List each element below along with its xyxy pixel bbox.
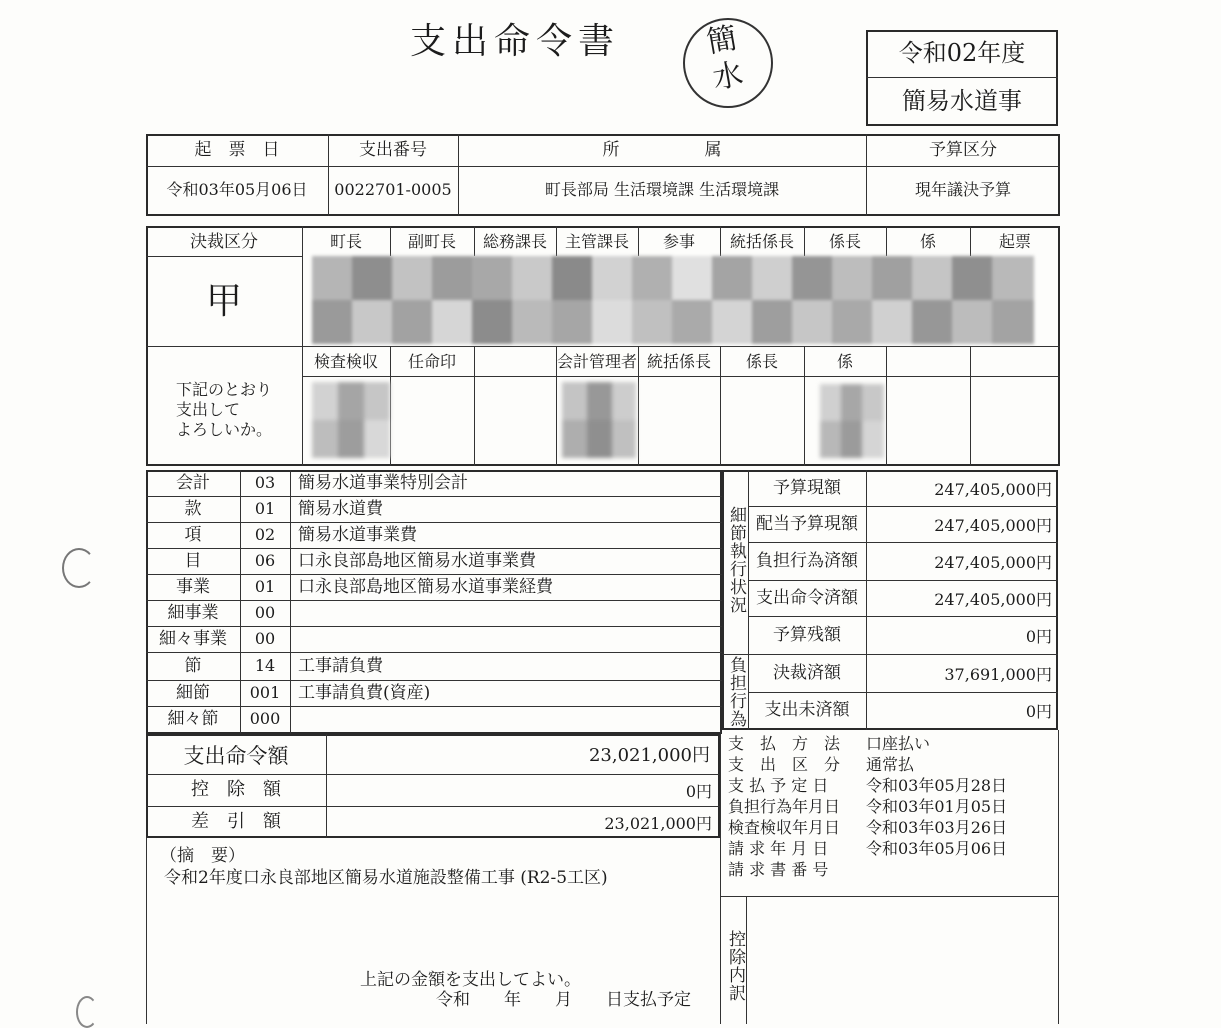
net-amount-value: 23,021,000円 <box>604 814 712 833</box>
kihyo-bi-value: 令和03年05月06日 <box>166 180 308 199</box>
payment-label-inspection-date: 検査検収年月日 <box>728 818 841 837</box>
order-amount-label: 支出命令額 <box>183 744 289 768</box>
account-label-kan: 款 <box>184 499 202 519</box>
account-code-kou: 02 <box>254 525 276 544</box>
deduction-label: 控 除 額 <box>191 779 281 800</box>
business-type: 簡易水道事 <box>902 87 1022 115</box>
payment-label-scheduled: 支 払 予 定 日 <box>728 776 829 795</box>
account-name-setsu: 工事請負費 <box>298 656 383 676</box>
status-value-order-done: 247,405,000円 <box>934 590 1052 609</box>
role-clerk: 係 <box>919 232 936 251</box>
role-inspection: 検査検収 <box>313 352 378 371</box>
account-name-kou: 簡易水道事業費 <box>298 525 417 545</box>
role-chief-clerk: 係長 <box>828 232 861 251</box>
payment-label-burden-date: 負担行為年月日 <box>728 797 841 816</box>
role-appointment-seal: 任命印 <box>407 352 456 371</box>
status-label-remaining: 予算残額 <box>773 625 841 645</box>
kihyo-bi-label: 起 票 日 <box>194 140 280 160</box>
punch-hole-mark-2 <box>76 996 98 1028</box>
status-label-allocated: 配当予算現額 <box>756 514 858 534</box>
yosan-kubun-label: 予算区分 <box>929 140 997 160</box>
fiscal-year: 令和02年度 <box>898 39 1026 67</box>
deduction-detail-label: 控除内訳 <box>725 930 745 1002</box>
shishutsu-bango-value: 0022701-0005 <box>334 180 452 199</box>
account-label-saisai-jigyo: 細々事業 <box>159 629 227 649</box>
role-general-supervisor-2: 統括係長 <box>646 352 711 371</box>
account-label-moku: 目 <box>184 551 202 571</box>
approval-note-line1: 上記の金額を支出してよい。 <box>360 970 581 990</box>
page-title: 支出命令書 <box>410 21 621 62</box>
status-label-unpaid: 支出未済額 <box>764 700 850 720</box>
account-name-saisetsu: 工事請負費(資産) <box>298 683 431 703</box>
account-label-setsu: 節 <box>184 656 202 676</box>
role-accounting-manager: 会計管理者 <box>556 352 637 371</box>
status-value-burden-done: 247,405,000円 <box>934 553 1052 572</box>
account-code-jigyo: 01 <box>254 577 276 596</box>
payment-label-invoice-number: 請 求 書 番 号 <box>728 860 829 879</box>
payment-label-invoice-date: 請 求 年 月 日 <box>728 839 829 858</box>
account-name-kan: 簡易水道費 <box>298 499 383 519</box>
kessai-kubun-value: 甲 <box>205 281 242 322</box>
status-value-approved: 37,691,000円 <box>944 665 1052 684</box>
approval-question-1: 下記のとおり <box>176 380 273 399</box>
punch-hole-mark <box>62 548 96 588</box>
status-label-burden-done: 負担行為済額 <box>756 551 858 571</box>
payment-value-method: 口座払い <box>866 734 931 753</box>
remarks-label: （摘 要） <box>160 846 245 866</box>
status-label-approved: 決裁済額 <box>773 663 841 683</box>
shishutsu-bango-label: 支出番号 <box>359 140 427 160</box>
status-value-remaining: 0円 <box>1025 627 1052 646</box>
account-label-saisetsu: 細節 <box>176 683 210 703</box>
status-label-order-done: 支出命令済額 <box>756 588 858 608</box>
payment-value-scheduled: 令和03年05月28日 <box>866 776 1008 795</box>
role-deputy-mayor: 副町長 <box>407 232 456 251</box>
payment-label-method: 支 払 方 法 <box>728 734 841 753</box>
shozoku-value: 町長部局 生活環境課 生活環境課 <box>544 180 780 199</box>
redacted-seal-accounting <box>562 382 636 458</box>
net-amount-label: 差 引 額 <box>191 811 281 832</box>
status-section-label: 細節執行状況 <box>726 506 746 614</box>
account-code-kaikei: 03 <box>254 473 276 492</box>
role-clerk-2: 係 <box>836 352 853 371</box>
order-amount-value: 23,021,000円 <box>588 745 710 766</box>
payment-value-category: 通常払 <box>866 755 915 774</box>
shozoku-label: 所 属 <box>602 140 722 160</box>
status-label-budget: 予算現額 <box>773 478 841 498</box>
approval-question-2: 支出して <box>176 400 241 419</box>
role-general-supervisor: 統括係長 <box>729 232 794 251</box>
account-code-saisaisetsu: 000 <box>249 709 281 728</box>
account-code-saisetsu: 001 <box>249 683 281 702</box>
remarks-text: 令和2年度口永良部地区簡易水道施設整備工事 (R2-5工区) <box>164 868 608 888</box>
status-value-allocated: 247,405,000円 <box>934 516 1052 535</box>
role-councillor: 参事 <box>662 232 695 251</box>
payment-label-category: 支 出 区 分 <box>728 755 841 774</box>
role-chief-clerk-2: 係長 <box>745 352 778 371</box>
account-code-moku: 06 <box>254 551 276 570</box>
role-drafter: 起票 <box>998 232 1031 251</box>
account-code-kan: 01 <box>254 499 276 518</box>
stamp-char-bottom: 水 <box>710 56 746 97</box>
account-label-sai-jigyo: 細事業 <box>167 603 219 623</box>
yosan-kubun-value: 現年議決予算 <box>914 180 1011 199</box>
account-name-moku: 口永良部島地区簡易水道事業費 <box>298 551 536 571</box>
redacted-seal-clerk <box>820 384 884 458</box>
payment-value-burden-date: 令和03年01月05日 <box>866 797 1008 816</box>
role-mayor: 町長 <box>329 232 362 251</box>
suisui-stamp <box>683 18 773 108</box>
role-general-affairs-chief: 総務課長 <box>482 232 547 251</box>
account-code-setsu: 14 <box>254 656 276 675</box>
kessai-kubun-label: 決裁区分 <box>190 232 258 252</box>
payment-value-inspection-date: 令和03年03月26日 <box>866 818 1008 837</box>
approval-note-line2: 令和 年 月 日支払予定 <box>436 990 691 1010</box>
payment-value-invoice-date: 令和03年05月06日 <box>866 839 1008 858</box>
burden-section-label: 負担行為 <box>726 656 746 728</box>
redacted-seal-inspection <box>312 382 390 458</box>
approval-question-3: よろしいか。 <box>176 420 273 439</box>
deduction-value: 0円 <box>685 782 712 801</box>
account-name-kaikei: 簡易水道事業特別会計 <box>298 473 468 493</box>
account-label-jigyo: 事業 <box>176 577 210 597</box>
role-section-chief: 主管課長 <box>564 232 629 251</box>
account-label-kaikei: 会計 <box>176 473 210 493</box>
status-value-budget: 247,405,000円 <box>934 480 1052 499</box>
account-label-kou: 項 <box>184 525 202 545</box>
status-value-unpaid: 0円 <box>1025 702 1052 721</box>
account-name-jigyo: 口永良部島地区簡易水道事業経費 <box>298 577 553 597</box>
account-code-sai-jigyo: 00 <box>254 603 276 622</box>
account-label-saisaisetsu: 細々節 <box>167 709 219 729</box>
redacted-seals <box>312 256 1058 344</box>
account-code-saisai-jigyo: 00 <box>254 629 276 648</box>
stamp-char-top: 簡 <box>704 20 740 61</box>
